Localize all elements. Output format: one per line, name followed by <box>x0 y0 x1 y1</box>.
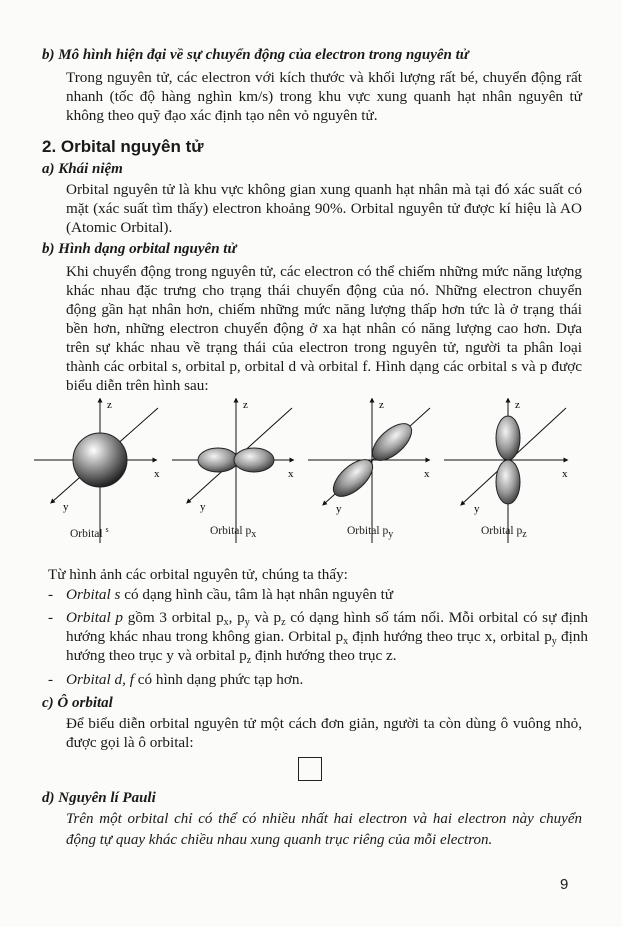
list-item-orbital-s: - Orbital s có dạng hình cầu, tâm là hạt nhân nguyên tử <box>48 586 394 603</box>
orbital-s-diagram <box>34 399 160 543</box>
heading-concept: a) Khái niệm <box>42 161 123 177</box>
heading-modern-model: b) Mô hình hiện đại về sự chuyển động của electron trong nguyên tử <box>42 47 469 63</box>
axis-label-x: x <box>424 468 430 480</box>
paragraph-orbital-box: Để biểu diễn orbital nguyên tử một cách đơn giản, người ta còn dùng ô vuông nhỏ, được gọi là ô orbital: <box>66 715 582 751</box>
axis-label-z: z <box>515 399 520 411</box>
axis-label-x: x <box>288 468 294 480</box>
axis-label-x: x <box>154 468 160 480</box>
paragraph-orbital-shape: Khi chuyển động trong nguyên tử, các electron có thể chiếm những mức năng lượng khác nhau đặc trưng cho trạng thái chuyển động của nó. Những electron chuyển động gần hạt nhân hơn, chiếm những mức năng lượng thấp hơn tức là ở trạng thái bền hơn, những electron chuyển động ở xa hạt nhân có năng lượng cao hơn. Dựa trên sự khác nhau về trạng thái của electron trong nguyên tử, người ta phân loại thành các orbital s, orbital p, orbital d và orbital f. Hình dạng các orbital s và p được biểu diễn trên hình sau: <box>66 263 582 394</box>
axis-label-z: z <box>379 399 384 411</box>
paragraph-list-intro: Từ hình ảnh các orbital nguyên tử, chúng ta thấy: <box>48 566 348 583</box>
caption-orbital-pz: Orbital $p_z$ <box>481 525 527 540</box>
heading-orbital-box: c) Ô orbital <box>42 695 113 711</box>
axis-label-y: y <box>336 503 342 515</box>
paragraph-pauli-principle: Trên một orbital chỉ có thể có nhiều nhất hai electron và hai electron này chuyển động tự quay khác chiều nhau xung quanh trục riêng của mỗi electron. <box>66 811 582 848</box>
axis-label-z: z <box>107 399 112 411</box>
caption-orbital-px: Orbital $p_x$ <box>210 525 257 540</box>
axis-label-z: z <box>243 399 248 411</box>
page-number: 9 <box>560 876 569 893</box>
orbital-box-square <box>298 757 322 781</box>
orbital-px-diagram <box>172 399 294 543</box>
axis-label-y: y <box>63 501 69 513</box>
axis-label-y: y <box>474 503 480 515</box>
list-item-orbital-d-f: - Orbital d, f có hình dạng phức tạp hơn. <box>48 671 304 688</box>
axis-label-y: y <box>200 501 206 513</box>
list-item-orbital-p: - Orbital p gồm 3 orbital $p_x$, $p_y$ và $p_z$ có dạng hình số tám nổi. Mỗi orbital có sự định hướng khác nhau trong không gian. Orbital $p_x$ định hướng theo trục x, orbital $p_y$ định hướng theo trục y và orbital $p_z$ định hướng theo trục z. <box>48 609 589 666</box>
caption-orbital-s: Orbital $^s$ <box>70 525 109 540</box>
heading-orbital-shape: b) Hình dạng orbital nguyên tử <box>42 241 237 257</box>
heading-pauli-principle: d) Nguyên lí Pauli <box>42 790 156 806</box>
orbital-pz-diagram <box>444 399 568 543</box>
section-title-atomic-orbital: 2. Orbital nguyên tử <box>42 137 204 156</box>
paragraph-concept: Orbital nguyên tử là khu vực không gian xung quanh hạt nhân mà tại đó xác suất có mặt (xác suất tìm thấy) electron khoảng 90%. Orbital nguyên tử được kí hiệu là AO (Atomic Orbital). <box>66 181 582 236</box>
caption-orbital-py: Orbital $p_y$ <box>347 525 394 540</box>
orbital-py-diagram <box>308 399 430 543</box>
axis-label-x: x <box>562 468 568 480</box>
paragraph-modern-model: Trong nguyên tử, các electron với kích thước và khối lượng rất bé, chuyển động rất nhanh (tốc độ hàng nghìn km/s) trong khu vực xung quanh hạt nhân nguyên tử không theo quỹ đạo xác định tạo nên vỏ nguyên tử. <box>66 69 582 124</box>
